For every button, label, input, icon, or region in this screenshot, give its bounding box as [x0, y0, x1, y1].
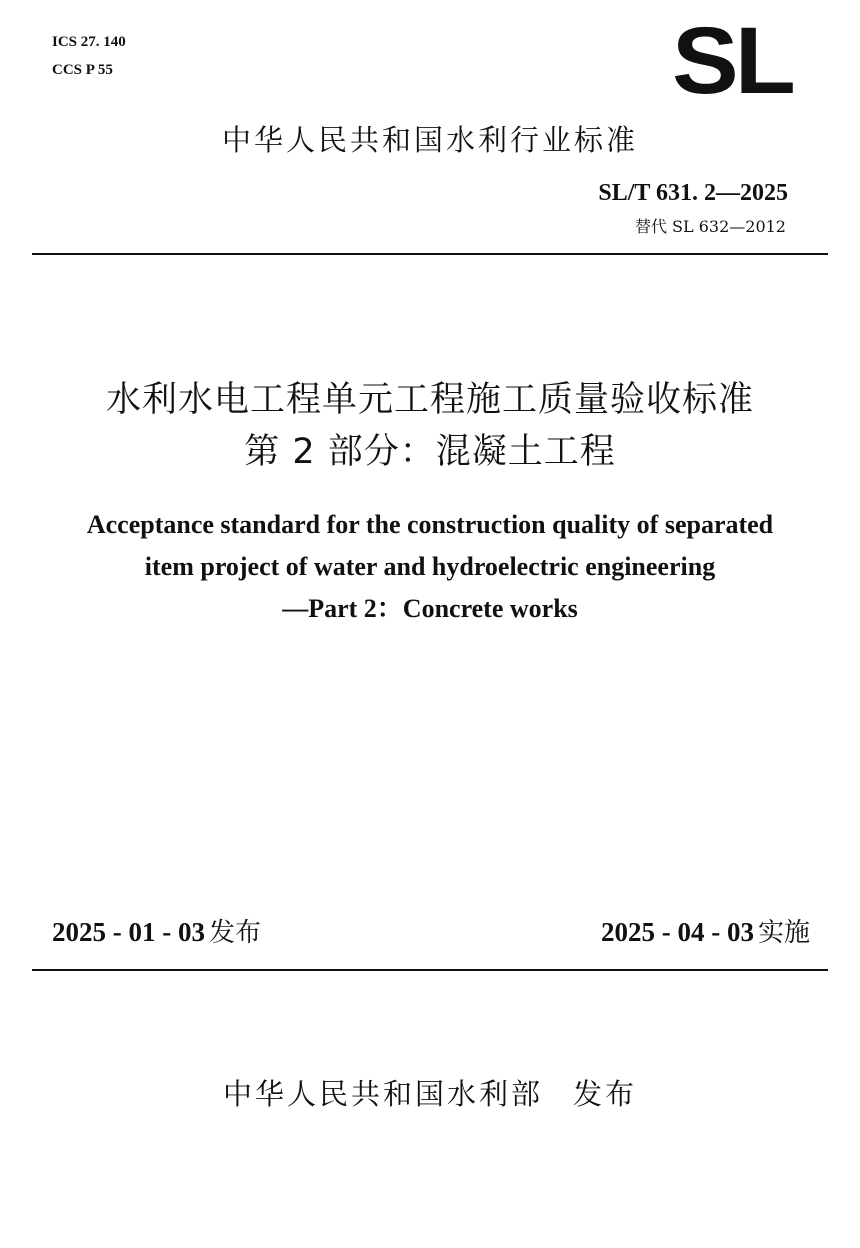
- bottom-divider: [32, 969, 828, 971]
- standard-number: SL/T 631. 2—2025: [598, 180, 788, 206]
- ccs-code: CCS P 55: [52, 62, 113, 78]
- sl-logo: SL: [672, 7, 792, 115]
- issue-label: 发布: [208, 918, 261, 948]
- publisher-label: 发布: [573, 1077, 638, 1111]
- implementation-date-block: [601, 912, 810, 949]
- english-title-line-2: item project of water and hydroelectric engineering: [144, 552, 716, 581]
- publisher-line: [0, 1072, 860, 1113]
- issue-date-block: [52, 912, 261, 949]
- ics-code: ICS 27. 140: [52, 34, 126, 50]
- implementation-label: 实施: [757, 918, 810, 948]
- chinese-title: [0, 374, 860, 478]
- implementation-date: 2025 - 04 - 03: [601, 917, 754, 947]
- chinese-title-line-1: 水利水电工程单元工程施工质量验收标准: [105, 380, 754, 420]
- issue-date: 2025 - 01 - 03: [52, 917, 205, 947]
- english-title-line-3: —Part 2：Concrete works: [282, 594, 578, 623]
- industry-standard-title: 中华人民共和国水利行业标准: [221, 123, 638, 157]
- top-divider: [32, 253, 828, 255]
- english-title: [0, 504, 860, 630]
- english-title-line-1: Acceptance standard for the construction quality of separated: [86, 510, 774, 539]
- publisher-name: 中华人民共和国水利部: [222, 1077, 543, 1111]
- classification-codes: [52, 28, 126, 84]
- replaces-standard: 替代 SL 632—2012: [634, 217, 786, 236]
- chinese-title-line-2: 第 2 部分：混凝土工程: [244, 432, 616, 472]
